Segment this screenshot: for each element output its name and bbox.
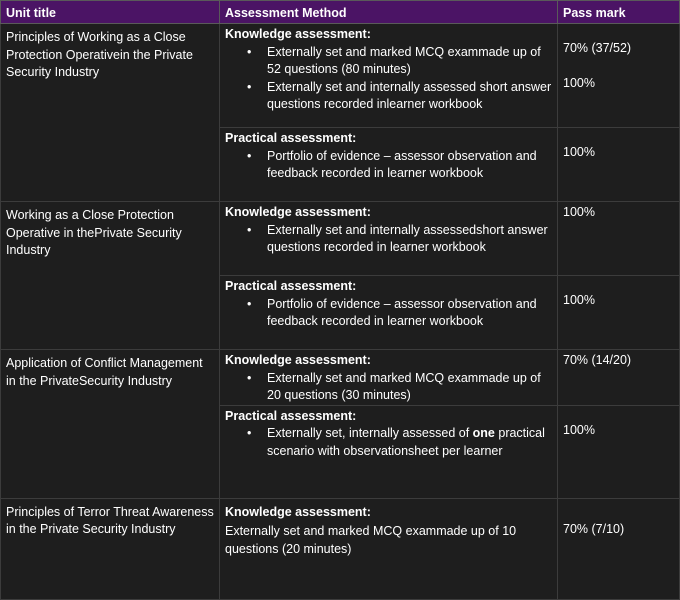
assessment-list [225,148,552,183]
table-row [1,24,680,128]
list-item: • Portfolio of evidence – assessor observation and feedback recorded in learner workbook [247,148,537,180]
assessment-list [225,425,552,460]
bullet-icon: • [247,222,252,237]
list-item: • Externally set and internally assessedshort answer questions recorded in learner workbook [247,222,548,254]
knowledge-label: Knowledge assessment: [225,353,371,367]
list-item: • Externally set and internally assessed short answer questions recorded inlearner workbook [247,79,552,111]
pass-mark-cell [558,202,680,276]
pass-mark-value: 100% [563,75,595,90]
pass-mark-cell [558,405,680,498]
pass-mark-cell [558,128,680,202]
bullet-icon: • [247,296,252,311]
knowledge-label: Knowledge assessment: [225,205,371,219]
pass-mark-value: 100% [563,293,595,307]
assessment-cell [220,128,558,202]
bullet-icon: • [247,370,252,385]
pass-mark-value: 70% (37/52) [563,41,632,55]
unit-title-cell: Principles of Working as a Close Protection Operativein the Private Security Industry [1,24,220,202]
table-row [1,350,680,406]
pass-mark-cell [558,276,680,350]
list-item: • Portfolio of evidence – assessor observation and feedback recorded in learner workbook [247,296,537,328]
practical-label: Practical assessment: [225,279,357,293]
assessment-cell [220,202,558,276]
bullet-icon: • [247,148,252,163]
bullet-icon: • [247,44,252,59]
header-pass-mark: Pass mark [558,1,680,24]
assessment-text: Externally set and marked MCQ exammade up of 10 questions (20 minutes) [225,524,517,556]
list-item: • Externally set and marked MCQ exammade up of 52 questions (80 minutes) [247,44,541,76]
assessment-list [225,44,552,114]
pass-mark-value: 70% (7/10) [563,521,625,536]
assessment-cell [220,350,558,406]
assessment-list [225,370,552,405]
pass-mark-cell [558,350,680,406]
pass-mark-cell [558,498,680,599]
header-row [1,1,680,24]
knowledge-label: Knowledge assessment: [225,27,371,41]
bullet-icon: • [247,79,252,94]
pass-mark-value: 100% [563,145,595,159]
bullet-icon: • [247,426,252,440]
pass-mark-value: 100% [563,422,595,437]
pass-mark-value: 100% [563,205,595,219]
assessment-list [225,296,552,331]
list-item: • Externally set, internally assessed of one practical scenario with observationsheet per learner [247,426,545,458]
emphasis-text: one [472,426,495,440]
table-row [1,202,680,276]
table-row [1,498,680,599]
knowledge-label: Knowledge assessment: [225,504,371,519]
unit-title-cell: Principles of Terror Threat Awareness in the Private Security Industry [1,498,220,599]
pass-mark-value: 70% (14/20) [563,353,632,367]
list-item: • Externally set and marked MCQ exammade up of 20 questions (30 minutes) [247,370,541,402]
assessment-list [225,222,552,257]
unit-title-cell: Application of Conflict Management in the PrivateSecurity Industry [1,350,220,499]
header-unit-title: Unit title [1,1,220,24]
assessment-cell [220,498,558,599]
pass-mark-cell [558,24,680,128]
practical-label: Practical assessment: [225,408,357,423]
header-assessment-method: Assessment Method [220,1,558,24]
practical-label: Practical assessment: [225,131,357,145]
assessment-cell [220,405,558,498]
assessment-cell [220,24,558,128]
assessment-cell [220,276,558,350]
unit-title-cell: Working as a Close Protection Operative in thePrivate Security Industry [1,202,220,350]
